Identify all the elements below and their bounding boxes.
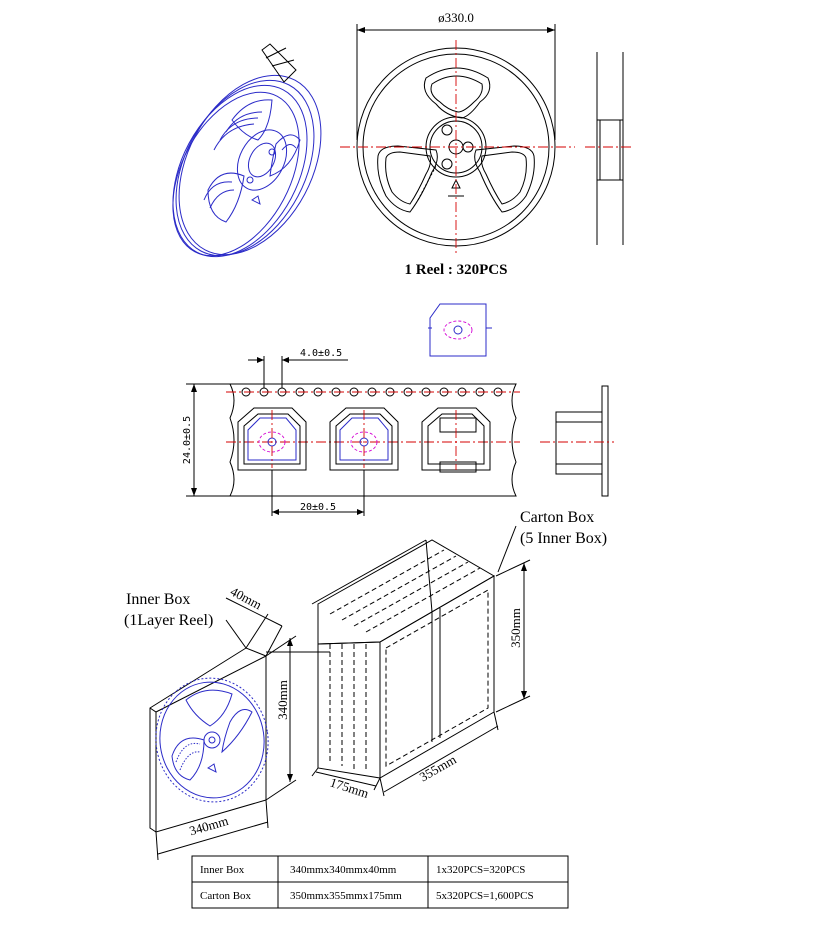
carton-depth-label: 175mm xyxy=(328,774,371,801)
carton-height-label: 350mm xyxy=(508,608,523,648)
inner-box xyxy=(124,584,330,860)
reel-isometric-view xyxy=(146,44,350,279)
inner-callout-title: Inner Box xyxy=(126,591,191,608)
inner-callout-subtitle: (1Layer Reel) xyxy=(124,612,214,629)
pocket-pitch-label: 20±0.5 xyxy=(299,502,337,513)
tape-pocket-3 xyxy=(422,408,490,472)
carton-callout-subtitle: (5 Inner Box) xyxy=(520,530,608,547)
table-row xyxy=(200,864,525,876)
carrier-tape xyxy=(182,348,520,516)
carton-box xyxy=(312,509,607,801)
carton-callout-title: Carton Box xyxy=(520,509,595,526)
reel-quantity-caption: 1 Reel : 320PCS xyxy=(404,262,508,278)
tape-width-label: 24.0±0.5 xyxy=(182,415,193,465)
spec-table xyxy=(192,856,568,908)
row1-size: 340mmx340mmx40mm xyxy=(290,864,397,876)
row2-size: 350mmx355mmx175mm xyxy=(290,890,402,902)
tape-side-view xyxy=(540,386,614,496)
reel-front-view xyxy=(340,10,575,278)
component-icon xyxy=(428,304,492,356)
row2-name: Carton Box xyxy=(200,890,252,902)
row1-qty: 1x320PCS=320PCS xyxy=(436,864,526,876)
inner-thickness-label: 40mm xyxy=(227,583,265,613)
row2-qty: 5x320PCS=1,600PCS xyxy=(436,890,534,902)
row1-name: Inner Box xyxy=(200,864,245,876)
inner-height-label: 340mm xyxy=(275,680,290,720)
reel-diameter-label: ø330.0 xyxy=(438,10,474,25)
tape-pocket-1 xyxy=(238,408,306,470)
inner-width-label: 340mm xyxy=(187,812,230,839)
tape-pocket-2 xyxy=(330,408,398,470)
reel-side-view xyxy=(585,52,632,245)
table-row xyxy=(200,890,534,902)
tape-pitch-label: 4.0±0.5 xyxy=(300,348,343,359)
carton-width-label: 355mm xyxy=(416,751,459,785)
